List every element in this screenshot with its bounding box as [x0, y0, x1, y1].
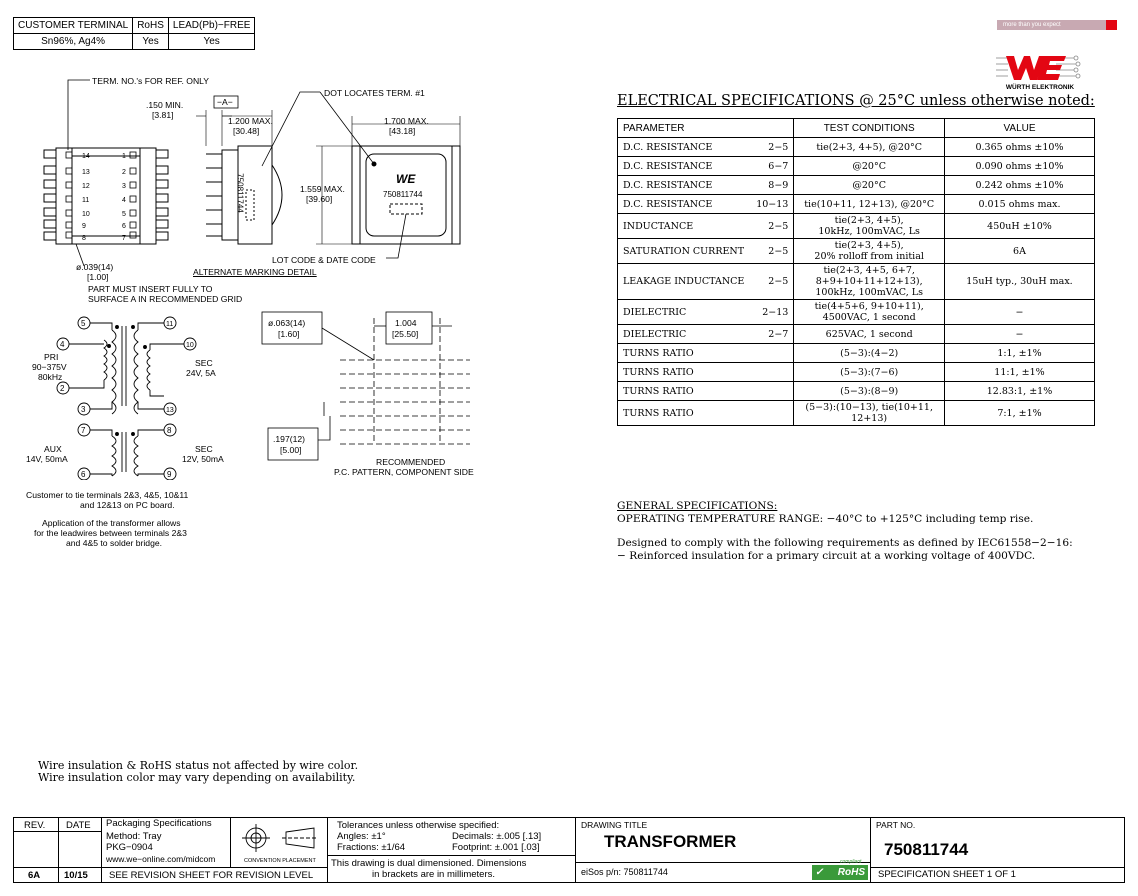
svg-text:13: 13: [166, 407, 174, 414]
spec-terminals: 6−7: [749, 157, 793, 176]
svg-text:10: 10: [82, 211, 90, 218]
bottom-view-left-pins: [44, 150, 56, 240]
spec-value: 12.83:1, ±1%: [945, 382, 1095, 401]
dim-1700-mm: [43.18]: [389, 126, 416, 136]
dot-note: DOT LOCATES TERM. #1: [324, 88, 425, 98]
pcb-pitch-x-mm: [25.50]: [392, 329, 419, 339]
sec1-label: SEC: [195, 358, 213, 368]
spec-terminals: 2−13: [749, 300, 793, 325]
logo-brand: WÜRTH ELEKTRONIK: [1005, 84, 1075, 91]
svg-text:11: 11: [82, 197, 90, 204]
svg-text:5: 5: [122, 211, 126, 218]
sec2-voltage: 12V, 50mA: [182, 454, 224, 464]
aux-label: AUX: [44, 444, 62, 454]
drawing-title: TRANSFORMER: [604, 832, 737, 851]
param-header: PARAMETER: [618, 119, 794, 138]
svg-text:13: 13: [82, 169, 90, 176]
spec-value: 0.365 ohms ±10%: [945, 138, 1095, 157]
svg-text:4: 4: [122, 197, 126, 204]
spec-conditions: (5−3):(4−2): [794, 344, 945, 363]
wurth-logo: [994, 52, 1086, 92]
pcb-caption-1: RECOMMENDED: [376, 457, 446, 467]
sheet-number: SPECIFICATION SHEET 1 OF 1: [878, 869, 1016, 880]
rohs-header: RoHS: [133, 18, 169, 34]
spec-parameter: DIELECTRIC: [618, 300, 750, 325]
spec-row: [618, 195, 1095, 214]
spec-row: [618, 264, 1095, 300]
spec-conditions: @20°C: [794, 176, 945, 195]
spec-parameter: SATURATION CURRENT: [618, 239, 750, 264]
svg-text:7: 7: [122, 235, 126, 242]
spec-terminals: 2−7: [749, 325, 793, 344]
general-line-1: OPERATING TEMPERATURE RANGE: −40°C to +125°C including temp rise.: [617, 513, 1034, 525]
spec-value: 11:1, ±1%: [945, 363, 1095, 382]
svg-text:1: 1: [122, 153, 126, 160]
tolerance-fractions: Fractions: ±1/64: [337, 842, 406, 853]
header-strip-accent: [1106, 20, 1117, 30]
bottom-view: [44, 148, 168, 244]
general-line-2: Designed to comply with the following requirements as defined by IEC61558−2−16:: [617, 537, 1073, 549]
spec-terminals: [749, 382, 793, 401]
pkg-title: Packaging Specifications: [106, 818, 212, 829]
dual-dim-2: in brackets are in millimeters.: [372, 869, 496, 880]
tolerance-angles: Angles: ±1°: [337, 831, 386, 842]
spec-row: [618, 239, 1095, 264]
date-value: 10/15: [64, 870, 88, 881]
rev-label: REV.: [24, 820, 46, 831]
spec-row: [618, 325, 1095, 344]
spec-parameter: D.C. RESISTANCE: [618, 176, 750, 195]
svg-text:12: 12: [82, 183, 90, 190]
rohs-badge-text: RoHS: [837, 867, 865, 878]
spec-row: [618, 401, 1095, 426]
spec-row: [618, 363, 1095, 382]
dual-dim-1: This drawing is dual dimensioned. Dimensions: [331, 858, 527, 869]
projection-symbol-icon: [236, 820, 326, 860]
pri-voltage: 90−375V: [32, 362, 67, 372]
tie-note-2: and 12&13 on PC board.: [80, 500, 175, 510]
pcb-hole: ø.063(14): [268, 318, 306, 328]
bridge-note-3: and 4&5 to solder bridge.: [66, 538, 163, 548]
conditions-header: TEST CONDITIONS: [794, 119, 945, 138]
date-label: DATE: [66, 820, 91, 831]
sec2-label: SEC: [195, 444, 213, 454]
spec-terminals: 2−5: [749, 214, 793, 239]
dim-150: .150 MIN.: [146, 100, 184, 110]
svg-text:5: 5: [81, 319, 86, 328]
spec-value: 6A: [945, 239, 1095, 264]
pkg-url[interactable]: www.we−online.com/midcom: [106, 854, 216, 864]
spec-parameter: TURNS RATIO: [618, 401, 750, 426]
svg-text:8: 8: [167, 426, 172, 435]
spec-terminals: [749, 401, 793, 426]
top-view-part-mark: 750811744: [383, 190, 423, 199]
dim-1200: 1.200 MAX.: [228, 116, 273, 126]
term-ref-note: TERM. NO.'s FOR REF. ONLY: [92, 76, 210, 86]
drawing-title-label: DRAWING TITLE: [581, 820, 648, 830]
part-no: 750811744: [884, 840, 969, 859]
spec-rows: [618, 138, 1095, 426]
electrical-title: ELECTRICAL SPECIFICATIONS @ 25°C unless otherwise noted:: [617, 93, 1095, 109]
spec-terminals: 2−5: [749, 264, 793, 300]
spec-conditions: tie(2+3, 4+5), 10kHz, 100mVAC, Ls: [794, 214, 945, 239]
spec-conditions: @20°C: [794, 157, 945, 176]
spec-value: 450uH ±10%: [945, 214, 1095, 239]
spec-terminals: 2−5: [749, 239, 793, 264]
spec-conditions: (5−3):(7−6): [794, 363, 945, 382]
datum-a: −A−: [217, 97, 233, 107]
spec-terminals: 10−13: [749, 195, 793, 214]
lot-code-note: LOT CODE & DATE CODE: [272, 255, 376, 265]
spec-parameter: TURNS RATIO: [618, 344, 750, 363]
sec1-voltage: 24V, 5A: [186, 368, 216, 378]
rohs-compliant-label: compliant: [840, 859, 862, 865]
tolerance-title: Tolerances unless otherwise specified:: [337, 820, 500, 831]
spec-parameter: DIELECTRIC: [618, 325, 750, 344]
mechanical-drawing: [0, 0, 600, 480]
spec-terminals: 2−5: [749, 138, 793, 157]
rohs-value: Yes: [133, 34, 169, 50]
svg-text:11: 11: [166, 321, 174, 328]
spec-parameter: D.C. RESISTANCE: [618, 157, 750, 176]
wire-note-1: Wire insulation & RoHS status not affected by wire color.: [38, 759, 359, 772]
rohs-badge: [812, 865, 868, 880]
svg-text:8: 8: [82, 235, 86, 242]
spec-parameter: TURNS RATIO: [618, 382, 750, 401]
spec-value: 0.015 ohms max.: [945, 195, 1095, 214]
pcb-pitch-y: .197(12): [273, 434, 306, 444]
spec-parameter: LEAKAGE INDUCTANCE: [618, 264, 750, 300]
spec-value: 1:1, ±1%: [945, 344, 1095, 363]
convention-label: CONVENTION PLACEMENT: [244, 858, 316, 864]
svg-text:14: 14: [82, 153, 90, 160]
spec-conditions: tie(4+5+6, 9+10+11), 4500VAC, 1 second: [794, 300, 945, 325]
eisos-part-number: eiSos p/n: 750811744: [581, 867, 668, 877]
dim-1200-mm: [30.48]: [233, 126, 260, 136]
spec-row: [618, 382, 1095, 401]
spec-conditions: tie(10+11, 12+13), @20°C: [794, 195, 945, 214]
pin-diameter: ø.039(14): [76, 262, 114, 272]
spec-value: −: [945, 325, 1095, 344]
pkg-number: PKG−0904: [106, 842, 153, 853]
dim-1559-mm: [39.60]: [306, 194, 333, 204]
spec-row: [618, 344, 1095, 363]
electrical-spec-table: [617, 118, 1095, 426]
rev-value: 6A: [28, 870, 41, 881]
general-title: GENERAL SPECIFICATIONS:: [617, 500, 778, 512]
dim-150-mm: [3.81]: [152, 110, 174, 120]
spec-conditions: tie(2+3, 4+5), 20% rolloff from initial: [794, 239, 945, 264]
svg-text:6: 6: [122, 223, 126, 230]
insert-note-2: SURFACE A IN RECOMMENDED GRID: [88, 294, 243, 304]
svg-text:2: 2: [122, 169, 126, 176]
general-spec: [617, 500, 1073, 563]
tolerance-decimals: Decimals: ±.005 [.13]: [452, 831, 542, 842]
spec-row: [618, 157, 1095, 176]
spec-row: [618, 300, 1095, 325]
tie-note-1: Customer to tie terminals 2&3, 4&5, 10&11: [26, 490, 189, 500]
wire-note-2: Wire insulation color may vary depending on availability.: [38, 771, 356, 784]
value-header: VALUE: [945, 119, 1095, 138]
spec-conditions: (5−3):(10−13), tie(10+11, 12+13): [794, 401, 945, 426]
pin-diameter-mm: [1.00]: [87, 272, 109, 282]
bridge-note-2: for the leadwires between terminals 2&3: [34, 528, 187, 538]
spec-row: [618, 214, 1095, 239]
spec-parameter: INDUCTANCE: [618, 214, 750, 239]
svg-text:2: 2: [60, 384, 65, 393]
pcb-pitch-x: 1.004: [395, 318, 417, 328]
spec-terminals: [749, 344, 793, 363]
spec-value: 0.090 ohms ±10%: [945, 157, 1095, 176]
svg-text:9: 9: [82, 223, 86, 230]
pcb-hole-mm: [1.60]: [278, 329, 300, 339]
insert-note-1: PART MUST INSERT FULLY TO: [88, 284, 213, 294]
spec-conditions: (5−3):(8−9): [794, 382, 945, 401]
spec-terminals: 8−9: [749, 176, 793, 195]
revision-note: SEE REVISION SHEET FOR REVISION LEVEL: [109, 870, 314, 881]
bridge-note-1: Application of the transformer allows: [42, 518, 181, 528]
spec-value: 15uH typ., 30uH max.: [945, 264, 1095, 300]
svg-text:4: 4: [60, 340, 65, 349]
svg-text:6: 6: [81, 470, 86, 479]
rohs-check-icon: ✓: [815, 867, 824, 878]
pcb-pitch-y-mm: [5.00]: [280, 445, 302, 455]
spec-conditions: tie(2+3, 4+5), @20°C: [794, 138, 945, 157]
spec-value: 7:1, ±1%: [945, 401, 1095, 426]
leadfree-value: Yes: [168, 34, 255, 50]
wire-note: [38, 760, 358, 784]
general-line-3: − Reinforced insulation for a primary circuit at a working voltage of 400VDC.: [617, 550, 1036, 562]
terminal-value: Sn96%, Ag4%: [14, 34, 133, 50]
pcb-caption-2: P.C. PATTERN, COMPONENT SIDE: [334, 467, 474, 477]
spec-conditions: 625VAC, 1 second: [794, 325, 945, 344]
part-no-label: PART NO.: [876, 820, 916, 830]
spec-parameter: TURNS RATIO: [618, 363, 750, 382]
bottom-view-right-pins: [156, 150, 168, 240]
spec-value: −: [945, 300, 1095, 325]
svg-text:3: 3: [81, 405, 86, 414]
header-strip-text: more than you expect: [1003, 22, 1061, 28]
pkg-method: Method: Tray: [106, 831, 162, 842]
spec-parameter: D.C. RESISTANCE: [618, 195, 750, 214]
alternate-marking: ALTERNATE MARKING DETAIL: [193, 267, 317, 277]
spec-terminals: [749, 363, 793, 382]
top-view-we-logo: WE: [396, 172, 416, 186]
dim-1559: 1.559 MAX.: [300, 184, 345, 194]
spec-conditions: tie(2+3, 4+5, 6+7, 8+9+10+11+12+13), 100kHz, 100mVAC, Ls: [794, 264, 945, 300]
dim-1700: 1.700 MAX.: [384, 116, 429, 126]
spec-value: 0.242 ohms ±10%: [945, 176, 1095, 195]
spec-parameter: D.C. RESISTANCE: [618, 138, 750, 157]
pri-frequency: 80kHz: [38, 372, 63, 382]
svg-text:3: 3: [122, 183, 126, 190]
spec-row: [618, 176, 1095, 195]
aux-voltage: 14V, 50mA: [26, 454, 68, 464]
svg-text:9: 9: [167, 470, 172, 479]
leadfree-header: LEAD(Pb)−FREE: [168, 18, 255, 34]
svg-text:7: 7: [81, 426, 86, 435]
spec-row: [618, 138, 1095, 157]
schematic: [57, 317, 196, 480]
side-view-part-mark: 750811744: [235, 173, 245, 213]
pri-label: PRI: [44, 352, 59, 362]
top-view: [262, 92, 460, 258]
terminal-header: CUSTOMER TERMINAL: [14, 18, 133, 34]
svg-text:10: 10: [186, 342, 194, 349]
tolerance-footprint: Footprint: ±.001 [.03]: [452, 842, 540, 853]
